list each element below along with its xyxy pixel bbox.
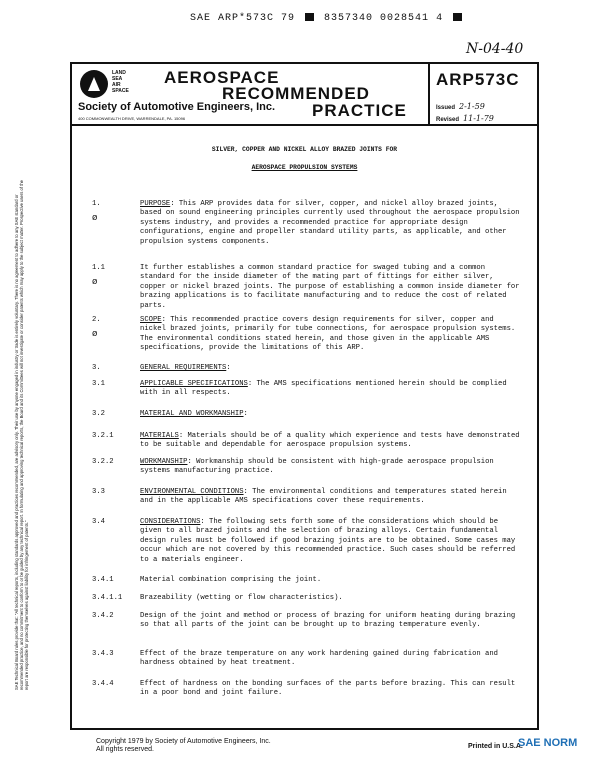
section-number: 3.4.3 — [92, 650, 114, 658]
section-text: Design of the joint and method or process of brazing for uniform heating during brazing so that all parts of the joint can be brought up to brazing temperature evenly. — [140, 612, 516, 630]
section-text: : This ARP provides data for silver, copper, and nickel alloy brazed joints, based on sound engineering principles currently used throughout the aerospace propulsion systems industry, and provides a recommended practice for appropriate design configurations, engine and propeller standard utility parts, as applicable, and other propulsion systems components. — [140, 200, 520, 246]
section-text: : — [243, 410, 248, 418]
section-number: 1.1 — [92, 264, 105, 272]
header-right — [430, 64, 537, 126]
section-number: 1. — [92, 200, 101, 208]
section-text: : Materials should be of a quality which experience and tests have demonstrated to be suitable and dependable for aerospace propulsion systems. — [140, 432, 520, 450]
revision-mark: ø — [92, 329, 98, 339]
section-heading: APPLICABLE SPECIFICATIONS — [140, 380, 248, 388]
section-number: 2. — [92, 316, 101, 324]
section-text: : The AMS specifications mentioned herein should be complied with in all respects. — [140, 380, 507, 398]
issued-date: Issued 2-1-59 — [436, 102, 485, 111]
section-heading: ENVIRONMENTAL CONDITIONS — [140, 488, 244, 496]
section-number: 3.4.2 — [92, 612, 114, 620]
section-heading: PURPOSE — [140, 200, 171, 208]
section-body — [140, 380, 520, 399]
section-number: 3.4.1.1 — [92, 594, 123, 602]
section-text: Brazeability (wetting or flow characteristics). — [140, 594, 343, 602]
printed-note: Printed in U.S.A. — [468, 743, 523, 750]
section-body — [140, 316, 520, 354]
section-text: Effect of hardness on the bonding surfaces of the parts before brazing. This can result in a poor bond and joint failure. — [140, 680, 516, 698]
section-text: : The environmental conditions and temperatures stated herein and in the applicable AMS specifications cover these requirements. — [140, 488, 507, 506]
side-note: SAE Technical Board rules provide that: "All technical reports, including standards approved and practices recommended, are advisory only. Their use by anyone engaged in industry or trade is entirely voluntary. There is no agreement to adhere to any SAE standard or recommended practice, and no commitment to conform to or be guided by any technical report. In formulating and approving technical reports, the Board and its Committees will not investigate or consider patents which may apply to the subject matter. Prospective users of the report are responsible for protecting themselves against liability for infringement of patents." — [14, 180, 29, 690]
section-text: : This recommended practice covers design requirements for silver, copper and nickel brazed joints, primarily for tube connections, for aerospace propulsion systems. The environmental conditions stated herein, and those given in the applicable AMS specifications, provide the limitations of this ARP. — [140, 316, 516, 353]
section-text: Effect of the braze temperature on any work hardening gained during fabrication and hardness obtained by heat treatment. — [140, 650, 498, 668]
section-heading: MATERIAL AND WORKMANSHIP — [140, 410, 244, 418]
handwritten-note: N-04-40 — [466, 41, 524, 57]
section-number: 3.2.2 — [92, 458, 114, 466]
section-body — [140, 650, 520, 669]
section-heading: SCOPE — [140, 316, 162, 324]
society-name: Society of Automotive Engineers, Inc. — [78, 101, 276, 113]
revised-date: Revised 11-1-79 — [436, 114, 494, 123]
title-line2: RECOMMENDED — [222, 84, 370, 103]
section-number: 3.1 — [92, 380, 105, 388]
title-line3: PRACTICE — [312, 101, 407, 120]
section-text: It further establishes a common standard practice for swaged tubing and a common standard for the inside diameter of the mating part of fittings for either silver, copper or nickel brazed joints. The purpose of establishing a common inside diameter for brazing applications is to facilitate manufacturing and to reduce the cost of related parts. — [140, 264, 520, 310]
section-number: 3.4.4 — [92, 680, 114, 688]
logo-text: LAND SEA AIR SPACE — [112, 70, 129, 94]
section-body — [140, 594, 520, 603]
doc-number: ARP573C — [436, 70, 520, 89]
section-number: 3.4 — [92, 518, 105, 526]
section-number: 3.2 — [92, 410, 105, 418]
section-body — [140, 458, 520, 477]
section-heading: CONSIDERATIONS — [140, 518, 201, 526]
title-line1: AEROSPACE — [164, 68, 280, 87]
section-text: Material combination comprising the joint. — [140, 576, 322, 584]
section-body — [140, 518, 520, 565]
header-id-numbers: 8357340 0028541 4 — [324, 13, 444, 24]
section-heading: MATERIALS — [140, 432, 179, 440]
sae-norm-stamp: SAE NORM — [518, 737, 578, 749]
barcode-block — [305, 13, 314, 21]
section-text: : The following sets forth some of the considerations which should be given to all brazed joints and the selection of brazing alloys. Certain fundamental design rules must be followed if good brazing joints are to be obtained. Some cases may occur which are not covered by this recommended practice. Such cases should be referred to a materials engineer. — [140, 518, 516, 564]
section-body — [140, 488, 520, 507]
section-number: 3.4.1 — [92, 576, 114, 584]
revision-mark: ø — [92, 213, 98, 223]
section-body — [140, 612, 520, 631]
barcode-block — [453, 13, 462, 21]
header-id — [190, 13, 465, 24]
doc-title: SILVER, COPPER AND NICKEL ALLOY BRAZED JOINTS FOR — [211, 146, 398, 153]
section-body — [140, 364, 520, 373]
doc-subtitle: AEROSPACE PROPULSION SYSTEMS — [251, 164, 358, 171]
document-frame — [70, 62, 539, 730]
section-body — [140, 410, 520, 419]
section-body — [140, 576, 520, 585]
section-body — [140, 680, 520, 699]
header-left — [72, 64, 430, 126]
section-body — [140, 432, 520, 451]
section-heading: WORKMANSHIP — [140, 458, 188, 466]
section-body — [140, 264, 520, 311]
section-number: 3.2.1 — [92, 432, 114, 440]
sae-logo-icon — [80, 70, 108, 98]
section-number: 3. — [92, 364, 101, 372]
copyright: Copyright 1979 by Society of Automotive Engineers, Inc. All rights reserved. — [96, 738, 271, 753]
section-text: : Workmanship should be consistent with high-grade aerospace propulsion systems manufacturing practice. — [140, 458, 494, 476]
header-id-code: SAE ARP*573C 79 — [190, 13, 296, 24]
section-heading: GENERAL REQUIREMENTS — [140, 364, 227, 372]
society-address: 400 COMMONWEALTH DRIVE, WARRENDALE, PA. 15096 — [78, 116, 186, 121]
revision-mark: ø — [92, 277, 98, 287]
section-body — [140, 200, 520, 247]
section-number: 3.3 — [92, 488, 105, 496]
section-text: : — [226, 364, 231, 372]
